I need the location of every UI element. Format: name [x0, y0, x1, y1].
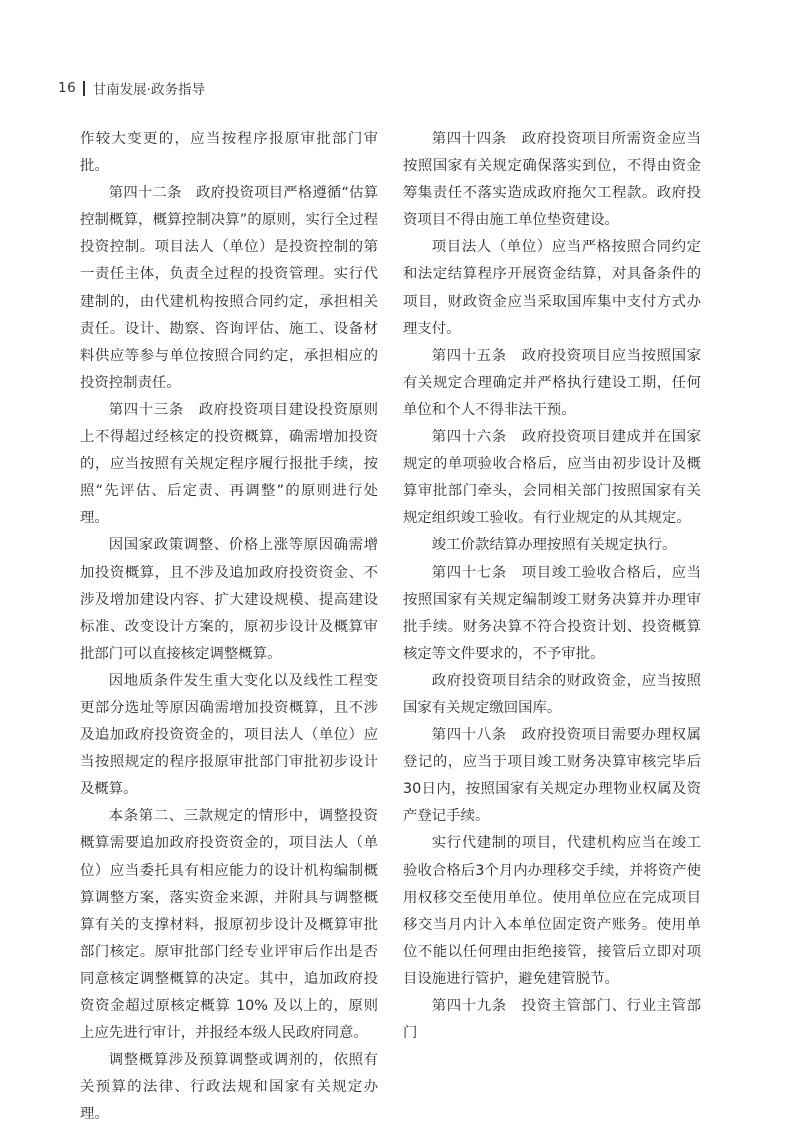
paragraph: 作较大变更的，应当按程序报原审批部门审批。	[80, 131, 378, 175]
header-divider	[83, 81, 85, 96]
paragraph: 调整概算涉及预算调整或调剂的，依照有关预算的法律、行政法规和国家有关规定办理。	[80, 1052, 378, 1123]
right-column	[403, 126, 701, 1047]
paragraph: 竣工价款结算办理按照有关规定执行。	[431, 537, 677, 554]
paragraph: 第四十七条 项目竣工验收合格后，应当按照国家有关规定编制竣工财务决算并办理审批手续。财务决算不符合投资计划、投资概算核定等文件要求的，不予审批。	[403, 564, 701, 662]
paragraph: 第四十四条 政府投资项目所需资金应当按照国家有关规定确保落实到位，不得由资金筹集责任不落实造成政府拖欠工程款。政府投资项目不得由施工单位垫资建设。	[403, 131, 701, 229]
paragraph: 政府投资项目结余的财政资金，应当按照国家有关规定缴回国库。	[403, 672, 701, 716]
paragraph: 第四十八条 政府投资项目需要办理权属登记的，应当于项目竣工财务决算审核完毕后30日内，按照国家有关规定办理物业权属及资产登记手续。	[403, 727, 701, 825]
paragraph: 因地质条件发生重大变化以及线性工程变更部分选址等原因确需增加投资概算，且不涉及追加政府投资资金的，项目法人（单位）应当按照规定的程序报原审批部门审批初步设计及概算。	[80, 672, 378, 798]
publication-title: 甘南发展·政务指导	[92, 82, 205, 98]
paragraph: 第四十二条 政府投资项目严格遵循“估算控制概算，概算控制决算”的原则，实行全过程投资控制。项目法人（单位）是投资控制的第一责任主体，负责全过程的投资管理。实行代建制的，由代建机构按照合同约定，承担相关责任。设计、勘察、咨询评估、施工、设备材料供应等参与单位按照合同约定，承担相应的投资控制责任。	[80, 185, 378, 391]
paragraph: 第四十五条 政府投资项目应当按照国家有关规定合理确定并严格执行建设工期，任何单位和个人不得非法干预。	[403, 347, 701, 418]
paragraph: 因国家政策调整、价格上涨等原因确需增加投资概算，且不涉及追加政府投资资金、不涉及增加建设内容、扩大建设规模、提高建设标准、改变设计方案的，原初步设计及概算审批部门可以直接核定调整概算。	[80, 537, 378, 662]
page-header	[58, 77, 205, 99]
paragraph: 第四十九条 投资主管部门、行业主管部门	[403, 998, 701, 1042]
left-column	[80, 126, 378, 1128]
paragraph: 实行代建制的项目，代建机构应当在竣工验收合格后3个月内办理移交手续，并将资产使用权移交至使用单位。使用单位应在完成项目移交当月内计入本单位固定资产账务。使用单位不能以任何理由拒绝接管，接管后立即对项目设施进行管护，避免建管脱节。	[403, 835, 701, 987]
paragraph: 本条第二、三款规定的情形中，调整投资概算需要追加政府投资资金的，项目法人（单位）应当委托具有相应能力的设计机构编制概算调整方案，落实资金来源，并附具与调整概算有关的支撑材料，报原初步设计及概算审批部门核定。原审批部门经专业评审后作出是否同意核定调整概算的决定。其中，追加政府投资资金超过原核定概算 10% 及以上的，原则上应先进行审计，并报经本级人民政府同意。	[80, 808, 378, 1042]
page-number: 16	[58, 80, 77, 96]
paragraph: 第四十六条 政府投资项目建成并在国家规定的单项验收合格后，应当由初步设计及概算审批部门牵头，会同相关部门按照国家有关规定组织竣工验收。有行业规定的从其规定。	[403, 429, 701, 527]
paragraph: 第四十三条 政府投资项目建设投资原则上不得超过经核定的投资概算，确需增加投资的，应当按照有关规定程序履行报批手续，按照“先评估、后定责、再调整”的原则进行处理。	[80, 401, 378, 527]
paragraph: 项目法人（单位）应当严格按照合同约定和法定结算程序开展资金结算，对具备条件的项目，财政资金应当采取国库集中支付方式办理支付。	[403, 239, 701, 337]
